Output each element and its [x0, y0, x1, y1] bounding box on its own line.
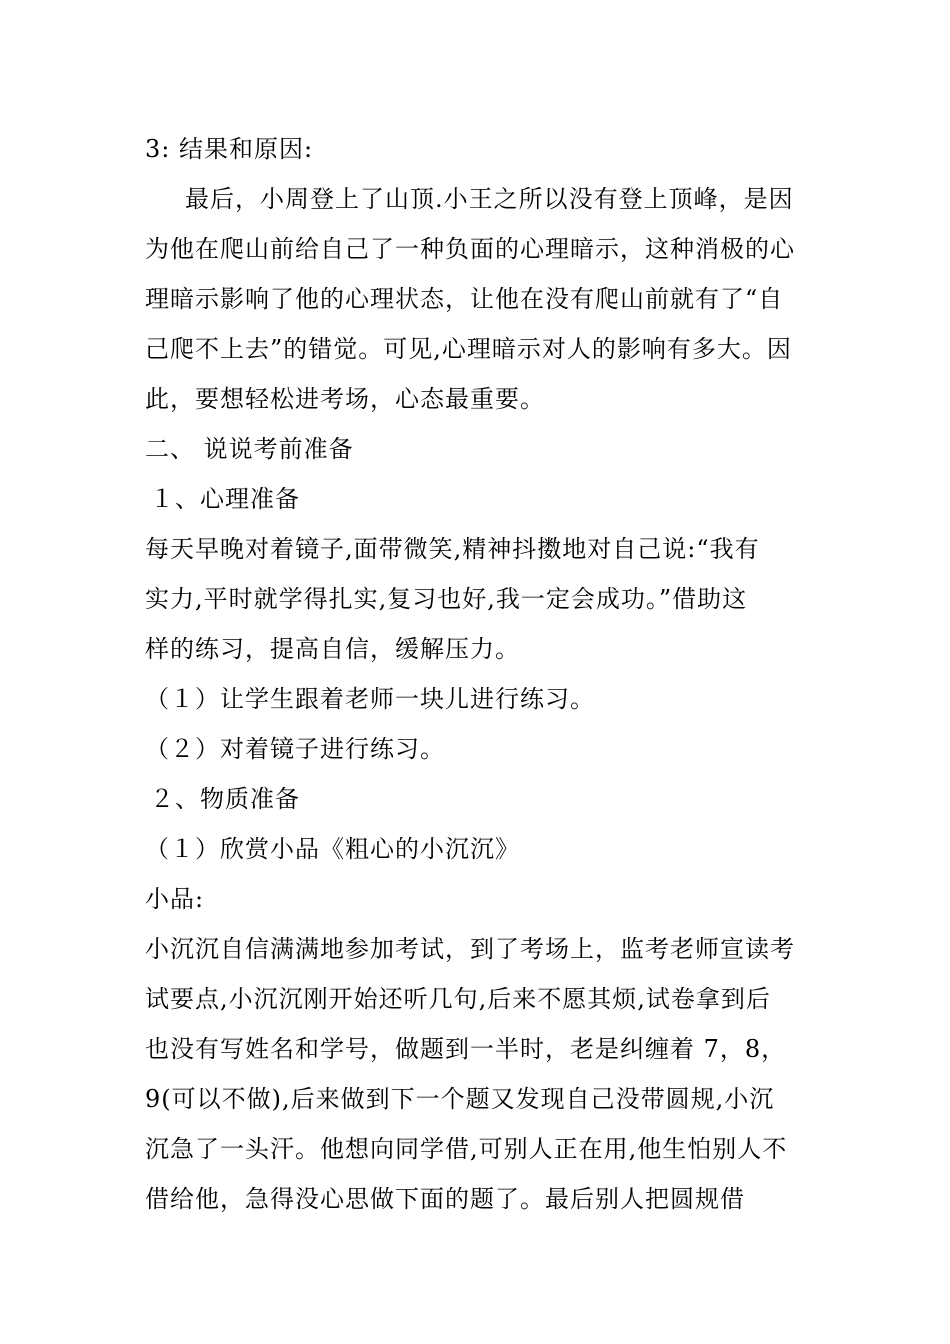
- paragraph-line: 样的练习，提高自信，缓解压力。: [145, 635, 520, 663]
- paragraph-line: 己爬不上去”的错觉。可见,心理暗示对人的影响有多大。因: [145, 335, 792, 363]
- section-heading-results: 3: 结果和原因:: [145, 135, 314, 163]
- paragraph-line: 沉急了一头汗。他想向同学借,可别人正在用,他生怕别人不: [145, 1135, 788, 1163]
- section-heading-preparation: 二、 说说考前准备: [145, 435, 354, 463]
- paragraph-line: 借给他，急得没心思做下面的题了。最后别人把圆规借: [145, 1185, 745, 1213]
- paragraph-line: 试要点,小沉沉刚开始还听几句,后来不愿其烦,试卷拿到后: [145, 985, 771, 1013]
- subheading-mental-preparation: １、心理准备: [150, 485, 300, 513]
- subheading-material-preparation: ２、物质准备: [150, 785, 300, 813]
- list-item: （２）对着镜子进行练习。: [145, 735, 445, 763]
- paragraph-line: 小沉沉自信满满地参加考试，到了考场上，监考老师宣读考: [145, 935, 795, 963]
- paragraph-line: 最后，小周登上了山顶.小王之所以没有登上顶峰，是因: [185, 185, 794, 213]
- paragraph-line: 实力,平时就学得扎实,复习也好,我一定会成功。”借助这: [145, 585, 748, 613]
- paragraph-line: 为他在爬山前给自己了一种负面的心理暗示，这种消极的心: [145, 235, 795, 263]
- skit-label: 小品:: [145, 885, 205, 913]
- paragraph-line: 9(可以不做),后来做到下一个题又发现自己没带圆规,小沉: [145, 1085, 775, 1113]
- list-item: （１）欣赏小品《粗心的小沉沉》: [145, 835, 520, 863]
- list-item: （１）让学生跟着老师一块儿进行练习。: [145, 685, 595, 713]
- paragraph-line: 每天早晚对着镜子,面带微笑,精神抖擞地对自己说:“我有: [145, 535, 760, 563]
- paragraph-line: 也没有写姓名和学号，做题到一半时，老是纠缠着 7，8，: [145, 1035, 787, 1063]
- paragraph-line: 此，要想轻松进考场，心态最重要。: [145, 385, 545, 413]
- paragraph-line: 理暗示影响了他的心理状态，让他在没有爬山前就有了“自: [145, 285, 784, 313]
